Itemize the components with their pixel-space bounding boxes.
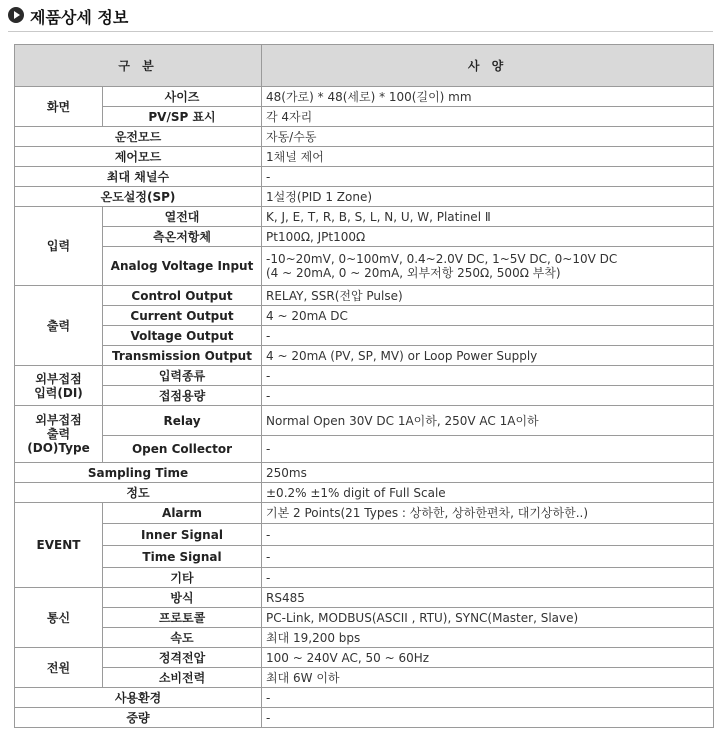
label-cell: 소비전력 (103, 668, 262, 688)
table-row (15, 207, 714, 227)
table-row (15, 247, 714, 286)
value-cell: 100 ~ 240V AC, 50 ~ 60Hz (262, 648, 714, 668)
table-row (15, 608, 714, 628)
label-cell: Relay (103, 406, 262, 436)
header-divider (8, 31, 713, 32)
table-row (15, 436, 714, 463)
category-line: 출력 (46, 427, 71, 441)
category-line: 입력(DI) (34, 385, 83, 400)
value-cell: 기본 2 Points(21 Types : 상하한, 상하한편차, 대기상하한..) (262, 503, 714, 524)
label-cell: 사용환경 (15, 688, 262, 708)
category-cell: 입력 (15, 207, 103, 286)
label-cell: 프로토콜 (103, 608, 262, 628)
table-row (15, 366, 714, 386)
table-row (15, 227, 714, 247)
table-row (15, 306, 714, 326)
value-cell: 각 4자리 (262, 107, 714, 127)
label-cell: 속도 (103, 628, 262, 648)
value-cell: - (262, 326, 714, 346)
category-line: (DO)Type (27, 441, 90, 455)
value-cell: - (262, 366, 714, 386)
value-cell (262, 247, 714, 286)
label-cell: Time Signal (103, 546, 262, 568)
value-cell: 자동/수동 (262, 127, 714, 147)
table-row (15, 87, 714, 107)
value-line: -10~20mV, 0~100mV, 0.4~2.0V DC, 1~5V DC, 0~10V DC (266, 252, 618, 266)
table-row (15, 187, 714, 207)
category-cell: 출력 (15, 286, 103, 366)
table-row (15, 708, 714, 728)
value-cell: 48(가로) * 48(세로) * 100(길이) mm (262, 87, 714, 107)
section-title: 제품상세 정보 (30, 8, 129, 27)
label-cell: Inner Signal (103, 524, 262, 546)
section-header (0, 0, 717, 33)
label-cell: Transmission Output (103, 346, 262, 366)
value-cell: ±0.2% ±1% digit of Full Scale (262, 483, 714, 503)
label-cell: 입력종류 (103, 366, 262, 386)
table-row (15, 386, 714, 406)
table-header-row (15, 45, 714, 87)
value-line: (4 ~ 20mA, 0 ~ 20mA, 외부저항 250Ω, 500Ω 부착) (266, 266, 561, 280)
table-row (15, 463, 714, 483)
label-cell: Alarm (103, 503, 262, 524)
header-spec: 사 양 (262, 45, 714, 87)
label-cell: 최대 채널수 (15, 167, 262, 187)
value-cell: 최대 19,200 bps (262, 628, 714, 648)
label-cell: 열전대 (103, 207, 262, 227)
table-row (15, 326, 714, 346)
value-cell: Normal Open 30V DC 1A이하, 250V AC 1A이하 (262, 406, 714, 436)
value-cell: 250ms (262, 463, 714, 483)
table-row (15, 568, 714, 588)
category-cell: EVENT (15, 503, 103, 588)
label-cell: 정격전압 (103, 648, 262, 668)
table-row (15, 668, 714, 688)
table-row (15, 346, 714, 366)
value-cell: K, J, E, T, R, B, S, L, N, U, W, Platinel Ⅱ (262, 207, 714, 227)
value-cell: - (262, 524, 714, 546)
category-cell: 통신 (15, 588, 103, 648)
category-cell (15, 366, 103, 406)
label-cell: 정도 (15, 483, 262, 503)
category-cell: 전원 (15, 648, 103, 688)
value-cell: 4 ~ 20mA DC (262, 306, 714, 326)
category-line: 외부접점 (35, 371, 82, 386)
label-cell: 중량 (15, 708, 262, 728)
table-row (15, 147, 714, 167)
label-cell: Control Output (103, 286, 262, 306)
label-cell: 제어모드 (15, 147, 262, 167)
label-cell: 측온저항체 (103, 227, 262, 247)
label-cell: Sampling Time (15, 463, 262, 483)
value-cell: Pt100Ω, JPt100Ω (262, 227, 714, 247)
value-cell: - (262, 568, 714, 588)
table-row (15, 628, 714, 648)
table-row (15, 503, 714, 524)
table-row (15, 524, 714, 546)
value-cell: 1설정(PID 1 Zone) (262, 187, 714, 207)
label-cell: Voltage Output (103, 326, 262, 346)
label-cell: Open Collector (103, 436, 262, 463)
value-cell: - (262, 386, 714, 406)
value-cell: 4 ~ 20mA (PV, SP, MV) or Loop Power Supply (262, 346, 714, 366)
value-cell: - (262, 546, 714, 568)
table-row (15, 286, 714, 306)
label-cell: 기타 (103, 568, 262, 588)
label-cell: 온도설정(SP) (15, 187, 262, 207)
category-cell: 화면 (15, 87, 103, 127)
table-row (15, 688, 714, 708)
label-cell: Current Output (103, 306, 262, 326)
table-row (15, 648, 714, 668)
table-row (15, 483, 714, 503)
table-row (15, 167, 714, 187)
table-row (15, 127, 714, 147)
arrow-bullet-icon (8, 7, 24, 23)
value-cell: PC-Link, MODBUS(ASCII , RTU), SYNC(Master, Slave) (262, 608, 714, 628)
value-cell: - (262, 167, 714, 187)
label-cell: PV/SP 표시 (103, 107, 262, 127)
header-category: 구 분 (15, 45, 262, 87)
value-cell: 1채널 제어 (262, 147, 714, 167)
label-cell: 방식 (103, 588, 262, 608)
label-cell: 운전모드 (15, 127, 262, 147)
category-cell (15, 406, 103, 463)
table-row (15, 546, 714, 568)
table-row (15, 588, 714, 608)
label-cell: Analog Voltage Input (103, 247, 262, 286)
value-cell: RELAY, SSR(전압 Pulse) (262, 286, 714, 306)
table-row (15, 406, 714, 436)
spec-table (14, 44, 714, 728)
category-line: 외부접점 (35, 413, 82, 427)
value-cell: - (262, 708, 714, 728)
value-cell: - (262, 688, 714, 708)
value-cell: - (262, 436, 714, 463)
value-cell: RS485 (262, 588, 714, 608)
label-cell: 접점용량 (103, 386, 262, 406)
table-row (15, 107, 714, 127)
value-cell: 최대 6W 이하 (262, 668, 714, 688)
label-cell: 사이즈 (103, 87, 262, 107)
